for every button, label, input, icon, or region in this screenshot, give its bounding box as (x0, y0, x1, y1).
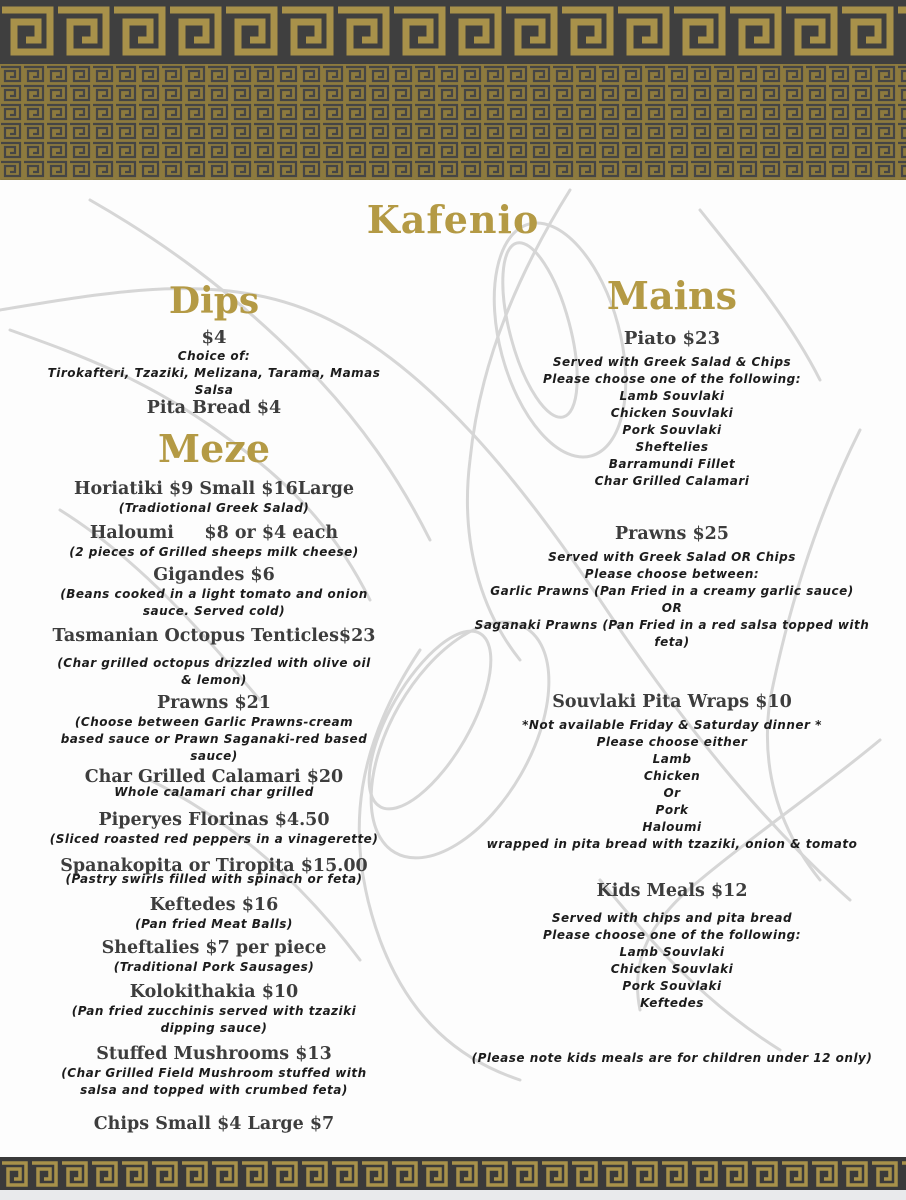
menu-item-desc: (Pastry swirls filled with spinach or feta) (65, 872, 363, 886)
menu-item-desc: (2 pieces of Grilled sheeps milk cheese) (69, 545, 359, 559)
greek-key-pattern-top (0, 64, 906, 180)
menu-item-kids-meals (460, 881, 884, 1012)
menu-item-name: Piato $23 (623, 328, 721, 349)
menu-item-desc: based sauce or Prawn Saganaki-red based (60, 732, 368, 746)
menu-item-desc: Whole calamari char grilled (114, 785, 314, 799)
greek-key-border-bottom (0, 1157, 906, 1190)
menu-item-piato (460, 328, 884, 490)
menu-item-desc: (Beans cooked in a light tomato and onion (60, 587, 368, 601)
mains-heading: Mains (606, 273, 738, 318)
menu-item-desc: Served with chips and pita bread (551, 911, 793, 925)
menu-item-desc: Lamb (652, 752, 692, 766)
menu-item-desc: Barramundi Fillet (608, 456, 736, 471)
menu-item-name: Kolokithakia $10 (129, 982, 299, 1002)
menu-item-desc: (Tradiotional Greek Salad) (118, 501, 310, 515)
dips-price: $4 (201, 327, 227, 348)
menu-item-desc: (Pan fried zucchinis served with tzaziki (71, 1004, 357, 1018)
menu-item-desc: (Pan fried Meat Balls) (135, 917, 293, 931)
menu-item-desc: Chicken Souvlaki (610, 405, 734, 420)
restaurant-title: Kafenio (366, 197, 540, 242)
menu-item-desc: Please choose between: (584, 567, 760, 581)
menu-item-calamari (40, 767, 388, 801)
meze-heading: Meze (158, 426, 270, 471)
dips-desc-line: Choice of: (177, 349, 251, 363)
menu-item-desc: Lamb Souvlaki (619, 388, 725, 403)
menu-item-keftedes (40, 895, 388, 933)
menu-item-prawns-main (460, 524, 884, 651)
menu-item-octopus (40, 626, 388, 689)
menu-item-name: Keftedes $16 (149, 895, 279, 915)
menu-item-desc: (Sliced roasted red peppers in a vinagerette) (49, 832, 379, 846)
menu-item-prawns (40, 693, 388, 765)
menu-item-desc: (Traditional Pork Sausages) (113, 960, 315, 974)
menu-item-desc: & lemon) (181, 673, 247, 687)
menu-item-name: Piperyes Florinas $4.50 (98, 810, 330, 830)
menu-item-name: Tasmanian Octopus Tenticles$23 (52, 626, 376, 646)
menu-item-desc: OR (661, 601, 683, 615)
menu-item-name: Haloumi $8 or $4 each (89, 523, 339, 543)
menu-item-name: Stuffed Mushrooms $13 (96, 1044, 332, 1064)
menu-item-desc: Garlic Prawns (Pan Fried in a creamy garlic sauce) (490, 584, 854, 598)
menu-item-name: Prawns $21 (157, 693, 271, 713)
menu-item-haloumi (40, 523, 388, 561)
menu-item-souvlaki (460, 692, 884, 853)
menu-item-desc: Keftedes (640, 996, 704, 1010)
menu-item-desc: Char Grilled Calamari (594, 473, 750, 488)
menu-item-desc: (Char Grilled Field Mushroom stuffed with (61, 1066, 367, 1080)
menu-item-desc: salsa and topped with crumbed feta) (80, 1083, 348, 1097)
menu-item-desc: Please choose either (596, 735, 748, 749)
menu-item-desc: Please choose one of the following: (542, 928, 802, 942)
menu-item-horiatiki (40, 479, 388, 517)
menu-item-desc: Sheftelies (635, 439, 709, 454)
menu-item-desc: Please choose one of the following: (542, 371, 802, 386)
greek-key-border-top (0, 0, 906, 64)
menu-item-desc: Served with Greek Salad OR Chips (548, 550, 796, 564)
menu-item-kolokithakia (40, 982, 388, 1037)
menu-item-name: Spanakopita or Tiropita $15.00 (60, 856, 368, 876)
menu-item-piperyes (40, 810, 388, 848)
menu-item-name: Char Grilled Calamari $20 (84, 767, 344, 787)
dips-desc-line: Salsa (194, 383, 234, 397)
menu-item-desc: wrapped in pita bread with tzaziki, onion & tomato (486, 837, 858, 851)
menu-item-desc: dipping sauce) (160, 1021, 268, 1035)
menu-item-desc: sauce) (190, 749, 238, 763)
menu-item-desc: Lamb Souvlaki (619, 945, 725, 959)
menu-item-desc: Served with Greek Salad & Chips (552, 354, 792, 369)
menu-item-gigandes (40, 565, 388, 620)
kids-meals-note: (Please note kids meals are for children under 12 only) (471, 1051, 873, 1065)
dips-desc-line: Tirokafteri, Tzaziki, Melizana, Tarama, Mamas (47, 366, 381, 380)
menu-item-name: Chips Small $4 Large $7 (93, 1114, 335, 1134)
menu-item-desc: Haloumi (642, 820, 702, 834)
menu-item-desc: Chicken (643, 769, 701, 783)
menu-item-sheftalies (40, 938, 388, 976)
bottom-strip (0, 1190, 906, 1200)
menu-item-desc: Pork Souvlaki (622, 422, 722, 437)
menu-item-desc: (Choose between Garlic Prawns-cream (74, 715, 354, 729)
menu-item-chips (40, 1114, 388, 1135)
menu-item-mushrooms (40, 1044, 388, 1099)
menu-item-desc: Or (663, 786, 681, 800)
menu-item-name: Souvlaki Pita Wraps $10 (552, 692, 792, 712)
menu-item-desc: Saganaki Prawns (Pan Fried in a red salsa topped with feta) (474, 618, 870, 649)
menu-item-spanakopita (40, 856, 388, 888)
menu-item-desc: Pork Souvlaki (622, 979, 722, 993)
menu-item-name: Sheftalies $7 per piece (101, 938, 327, 958)
menu-item-name: Horiatiki $9 Small $16Large (73, 479, 355, 499)
menu-item-name: Prawns $25 (615, 524, 729, 544)
dips-heading: Dips (168, 280, 260, 322)
menu-item-desc: (Char grilled octopus drizzled with olive oil (57, 656, 371, 670)
pita-bread-item: Pita Bread $4 (146, 398, 282, 418)
menu-item-desc: *Not available Friday & Saturday dinner * (522, 718, 822, 732)
menu-item-desc: sauce. Served cold) (142, 604, 286, 618)
menu-item-name: Gigandes $6 (153, 565, 275, 585)
menu-item-desc: Chicken Souvlaki (610, 962, 734, 976)
menu-item-name: Kids Meals $12 (596, 881, 748, 901)
menu-item-desc: Pork (655, 803, 689, 817)
